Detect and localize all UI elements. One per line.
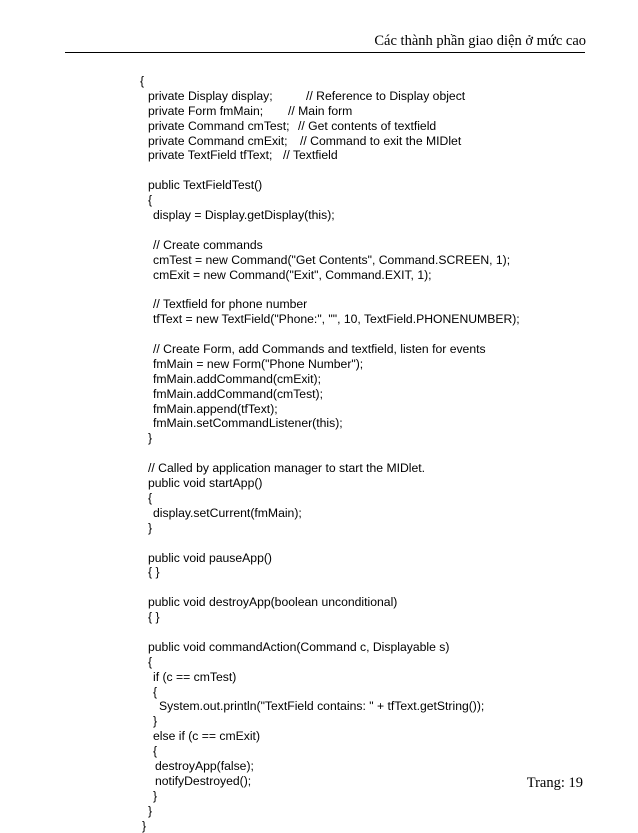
code-text: } (148, 803, 153, 818)
code-line (0, 595, 638, 610)
code-line (0, 476, 638, 491)
code-line (0, 416, 638, 431)
code-text: { (148, 193, 153, 208)
code-line (0, 461, 638, 476)
code-line (0, 729, 638, 744)
code-text: { (140, 74, 145, 88)
code-line (0, 491, 638, 506)
code-comment: // Textfield (283, 148, 338, 163)
code-text: } (148, 520, 153, 535)
code-text: } (153, 714, 158, 729)
code-line (0, 134, 638, 149)
code-text: public void commandAction(Command c, Displayable s) (148, 639, 450, 654)
code-line (0, 372, 638, 387)
code-line (0, 610, 638, 625)
code-text: fmMain.addCommand(cmTest); (153, 386, 323, 401)
code-text: private Display display; (148, 88, 273, 103)
code-line (0, 446, 638, 461)
code-text: // Called by application manager to start the MIDlet. (148, 461, 426, 476)
code-text: public void pauseApp() (148, 550, 272, 565)
code-line (0, 268, 638, 283)
code-line (0, 223, 638, 238)
code-comment: // Get contents of textfield (298, 118, 437, 133)
code-text: { (153, 744, 158, 759)
code-line (0, 699, 638, 714)
code-text: public void destroyApp(boolean unconditional) (148, 595, 398, 610)
code-text: } (148, 431, 153, 446)
code-text: fmMain.append(tfText); (153, 401, 278, 416)
code-text: public void startApp() (148, 476, 263, 491)
code-text: private Command cmExit; (148, 133, 288, 148)
code-line (0, 193, 638, 208)
code-line (0, 282, 638, 297)
code-text: fmMain.setCommandListener(this); (153, 416, 343, 431)
code-line (0, 551, 638, 566)
code-line (0, 655, 638, 670)
code-comment: // Reference to Display object (306, 88, 466, 103)
code-comment: // Command to exit the MIDlet (300, 133, 462, 148)
code-line (0, 238, 638, 253)
code-line (0, 148, 638, 163)
code-line (0, 402, 638, 417)
code-line (0, 74, 638, 89)
page-number: Trang: 19 (526, 775, 583, 791)
code-line (0, 625, 638, 640)
code-line (0, 178, 638, 193)
code-line (0, 431, 638, 446)
code-line (0, 670, 638, 685)
code-comment: // Main form (288, 103, 353, 118)
code-text: cmTest = new Command("Get Contents", Command.SCREEN, 1); (153, 252, 511, 267)
code-line (0, 759, 638, 774)
code-line (0, 327, 638, 342)
code-line (0, 297, 638, 312)
code-text: display.setCurrent(fmMain); (153, 505, 302, 520)
header-divider (65, 52, 585, 53)
code-listing (0, 74, 638, 833)
code-text: { (148, 490, 153, 505)
code-text: cmExit = new Command("Exit", Command.EXIT, 1); (153, 267, 432, 282)
code-text: else if (c == cmExit) (153, 729, 261, 744)
code-line (0, 714, 638, 729)
code-text: fmMain.addCommand(cmExit); (153, 371, 321, 386)
code-line (0, 565, 638, 580)
code-line (0, 580, 638, 595)
code-text: { } (148, 610, 160, 625)
code-text: if (c == cmTest) (153, 669, 237, 684)
code-text: private Form fmMain; (148, 103, 264, 118)
code-text: private Command cmTest; (148, 118, 290, 133)
code-text: { } (148, 565, 160, 580)
code-line (0, 536, 638, 551)
code-line (0, 89, 638, 104)
code-text: fmMain = new Form("Phone Number"); (153, 356, 364, 371)
code-line (0, 357, 638, 372)
code-text: private TextField tfText; (148, 148, 273, 163)
code-text: } (142, 818, 147, 833)
code-line (0, 312, 638, 327)
code-line (0, 685, 638, 700)
code-text: display = Display.getDisplay(this); (153, 208, 335, 223)
code-line (0, 387, 638, 402)
code-text: System.out.println("TextField contains: " + tfText.getString()); (159, 699, 485, 714)
code-line (0, 521, 638, 536)
code-text: // Create Form, add Commands and textfield, listen for events (153, 342, 486, 357)
code-text: // Textfield for phone number (153, 297, 308, 312)
code-text: tfText = new TextField("Phone:", "", 10, TextField.PHONENUMBER); (153, 312, 520, 327)
code-line (0, 208, 638, 223)
code-text: public TextFieldTest() (148, 178, 263, 193)
code-text: } (153, 788, 158, 803)
code-line (0, 744, 638, 759)
code-line (0, 253, 638, 268)
code-line (0, 119, 638, 134)
code-text: destroyApp(false); (155, 758, 254, 773)
code-line (0, 342, 638, 357)
code-line (0, 640, 638, 655)
code-line (0, 506, 638, 521)
code-line (0, 163, 638, 178)
code-text: { (153, 684, 158, 699)
code-line (0, 104, 638, 119)
code-text: // Create commands (153, 237, 263, 252)
code-text: { (148, 654, 153, 669)
page-header-title: Các thành phần giao diện ở mức cao (374, 33, 586, 49)
code-text: notifyDestroyed(); (155, 773, 252, 788)
code-line (0, 804, 638, 819)
